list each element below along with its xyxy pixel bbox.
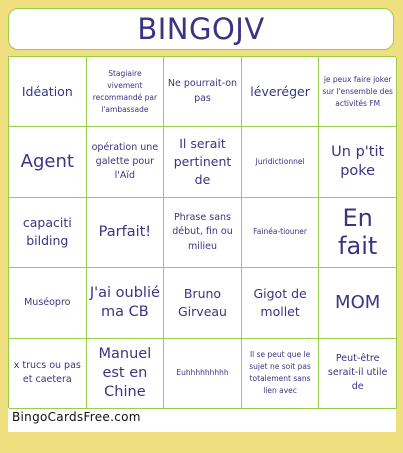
bingo-cell[interactable]: capaciti bilding bbox=[9, 198, 87, 268]
bingo-cell[interactable]: Idéation bbox=[9, 57, 87, 127]
footer-brand: BingoCardsFree.com bbox=[12, 410, 141, 424]
bingo-cell[interactable]: x trucs ou pas et caetera bbox=[9, 339, 87, 409]
bingo-cell[interactable]: Il serait pertinent de bbox=[164, 127, 242, 197]
title-banner bbox=[8, 8, 394, 50]
bingo-cell[interactable]: Peut-être serait-il utile de bbox=[319, 339, 397, 409]
bingo-cell[interactable]: opération une galette pour l'Aïd bbox=[87, 127, 165, 197]
bingo-cell[interactable]: MOM bbox=[319, 268, 397, 338]
bingo-cell[interactable]: Stagiaire vivement recommandé par l'ambassade bbox=[87, 57, 165, 127]
bingo-cell[interactable]: je peux faire joker sur l'ensemble des activités FM bbox=[319, 57, 397, 127]
bingo-cell[interactable]: léveréger bbox=[242, 57, 320, 127]
card-title: BINGOJV bbox=[137, 12, 265, 46]
bingo-cell[interactable]: Juridictionnel bbox=[242, 127, 320, 197]
bingo-cell[interactable]: Un p'tit poke bbox=[319, 127, 397, 197]
bingo-card bbox=[8, 56, 396, 432]
bingo-cell[interactable]: Gigot de mollet bbox=[242, 268, 320, 338]
bingo-cell[interactable]: Phrase sans début, fin ou milieu bbox=[164, 198, 242, 268]
bingo-cell[interactable]: Fainéa-tiouner bbox=[242, 198, 320, 268]
bingo-cell[interactable]: Ne pourrait-on pas bbox=[164, 57, 242, 127]
bingo-cell[interactable]: En fait bbox=[319, 198, 397, 268]
bingo-cell[interactable]: Agent bbox=[9, 127, 87, 197]
bingo-grid bbox=[8, 56, 396, 408]
bingo-cell[interactable]: Bruno Girveau bbox=[164, 268, 242, 338]
bingo-cell[interactable]: Parfait! bbox=[87, 198, 165, 268]
bingo-cell[interactable]: Manuel est en Chine bbox=[87, 339, 165, 409]
bingo-cell[interactable]: Il se peut que le sujet ne soit pas totalement sans lien avec bbox=[242, 339, 320, 409]
bingo-cell[interactable]: Euhhhhhhhhh bbox=[164, 339, 242, 409]
bingo-cell[interactable]: Muséopro bbox=[9, 268, 87, 338]
bingo-cell[interactable]: J'ai oublié ma CB bbox=[87, 268, 165, 338]
